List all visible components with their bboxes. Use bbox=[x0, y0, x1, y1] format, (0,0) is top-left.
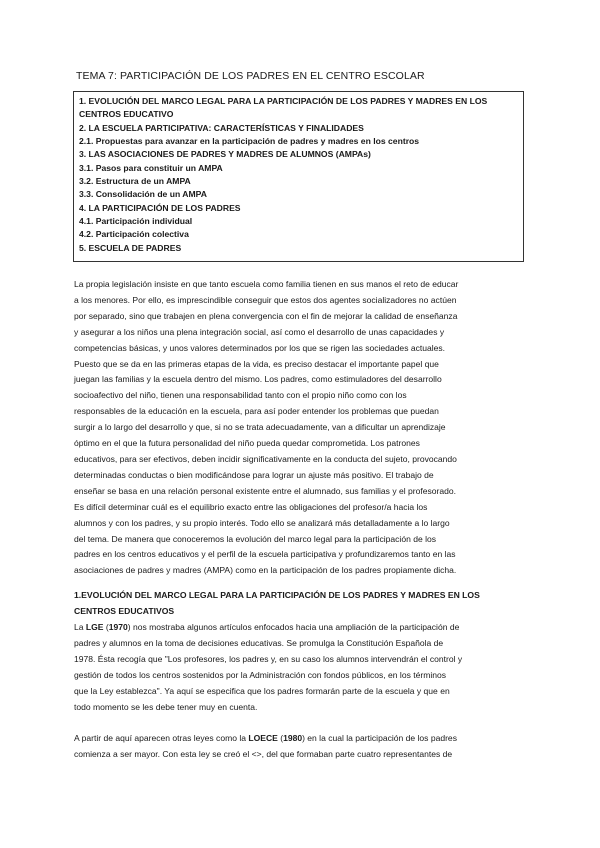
paragraph-line: alumnos y con los padres, y su propio interés. Todo ello se analizará más detalladamente a lo largo bbox=[74, 517, 450, 528]
toc-item: 4.1. Participación individual bbox=[79, 216, 193, 227]
toc-item: 3.2. Estructura de un AMPA bbox=[79, 176, 191, 187]
paragraph-line: responsables de la educación en la escuela, para así poder entender los problemas que puedan bbox=[74, 406, 439, 417]
heading-line: CENTROS EDUCATIVOS bbox=[74, 605, 175, 616]
paragraph-line: y asegurar a los niños una plena integración social, así como el desarrollo de unas capacidades y bbox=[74, 326, 445, 337]
paragraph-line: educativos, para ser efectivos, deben incidir significativamente en la conducta del sujeto, provocando bbox=[74, 453, 457, 464]
paragraph-line: Es difícil determinar cuál es el equilibrio exacto entre las obligaciones del profesor/a hacia los bbox=[74, 501, 428, 512]
intro-paragraph bbox=[74, 277, 528, 579]
toc-item: 1. EVOLUCIÓN DEL MARCO LEGAL PARA LA PARTICIPACIÓN DE LOS PADRES Y MADRES EN LOS CENTROS EDUCATIVO bbox=[79, 96, 488, 120]
paragraph-line: competencias básicas, y unos valores determinados por los que se rigen las sociedades actuales. bbox=[74, 342, 446, 353]
table-of-contents bbox=[73, 91, 524, 262]
toc-item: 2.1. Propuestas para avanzar en la participación de padres y madres en los centros bbox=[79, 136, 420, 147]
section-1-paragraph-1 bbox=[74, 620, 528, 715]
paragraph-line: juegan las familias y la escuela dentro del mismo. Los padres, como estimuladores del desarrollo bbox=[74, 374, 442, 385]
paragraph-line: enseñar se basa en una relación personal existente entre el alumnado, sus familias y el profesorado. bbox=[74, 485, 456, 496]
paragraph-line: La LGE (1970) nos mostraba algunos artículos enfocados hacia una ampliación de la participación de bbox=[74, 622, 460, 632]
toc-item: 3.3. Consolidación de un AMPA bbox=[79, 189, 207, 200]
law-year-1980: 1980 bbox=[283, 733, 303, 743]
section-1-paragraph-2 bbox=[74, 731, 528, 763]
paragraph-line: todo momento se les debe tener muy en cuenta. bbox=[74, 701, 258, 712]
toc-item: 2. LA ESCUELA PARTICIPATIVA: CARACTERÍSTICAS Y FINALIDADES bbox=[79, 122, 364, 133]
paragraph-line: socioafectivo del niño, tienen una responsabilidad tanto con el propio niño como con los bbox=[74, 390, 407, 401]
paragraph-line: gestión de todos los centros sostenidos por la Administración con fondos públicos, en los términos bbox=[74, 669, 446, 680]
paragraph-line: determinadas conductas o bien modificándose para lograr un ajuste más positivo. El trabajo de bbox=[74, 469, 434, 480]
paragraph-line: que la Ley establezca". Ya aquí se especifica que los padres formarán parte de la escuela y que en bbox=[74, 685, 450, 696]
paragraph-line: A partir de aquí aparecen otras leyes como la LOECE (1980) en la cual la participación de los padres bbox=[74, 733, 457, 743]
page-title: TEMA 7: PARTICIPACIÓN DE LOS PADRES EN EL CENTRO ESCOLAR bbox=[76, 70, 425, 82]
toc-item: 4.2. Participación colectiva bbox=[79, 229, 189, 240]
paragraph-line: surgir a lo largo del desarrollo y que, si no se trata adecuadamente, van a dificultar un aprendizaje bbox=[74, 422, 446, 433]
toc-item: 3. LAS ASOCIACIONES DE PADRES Y MADRES DE ALUMNOS (AMPAs) bbox=[79, 149, 371, 160]
paragraph-line: padres en los centros educativos y el perfil de la escuela participativa y profundizaremos tanto en las bbox=[74, 549, 456, 560]
paragraph-line: La propia legislación insiste en que tanto escuela como familia tienen en sus manos el reto de educar bbox=[74, 279, 459, 289]
paragraph-line: padres y alumnos en la toma de decisiones educativas. Se promulga la Constitución Española de bbox=[74, 637, 444, 648]
paragraph-line: a los menores. Por ello, es imprescindible conseguir que estos dos agentes socializadores no actúen bbox=[74, 294, 457, 305]
paragraph-line: asociaciones de padres y madres (AMPA) como en la participación de los padres propiamente dicha. bbox=[74, 565, 457, 576]
paragraph-line: Puesto que se da en las primeras etapas de la vida, es preciso destacar el importante papel que bbox=[74, 358, 439, 369]
heading-line: 1.EVOLUCIÓN DEL MARCO LEGAL PARA LA PARTICIPACIÓN DE LOS PADRES Y MADRES EN LOS bbox=[74, 590, 480, 600]
paragraph-line: comienza a ser mayor. Con esta ley se creó el <>, del que formaban parte cuatro representantes de bbox=[74, 748, 453, 759]
law-loece: LOECE bbox=[248, 733, 278, 743]
toc-item: 4. LA PARTICIPACIÓN DE LOS PADRES bbox=[79, 202, 241, 213]
toc-item: 5. ESCUELA DE PADRES bbox=[79, 242, 182, 253]
paragraph-line: del tema. De manera que conoceremos la evolución del marco legal para la participación de los bbox=[74, 533, 437, 544]
section-1-heading bbox=[74, 588, 528, 620]
paragraph-line: 1978. Ésta recogía que "Los profesores, los padres y, en su caso los alumnos intervendrán el control y bbox=[74, 653, 463, 664]
toc-item: 3.1. Pasos para constituir un AMPA bbox=[79, 162, 223, 173]
law-lge: LGE bbox=[85, 622, 104, 632]
paragraph-line: óptimo en el que la futura personalidad del niño pueda quedar comprometida. Los patrones bbox=[74, 438, 420, 449]
paragraph-line: por separado, sino que trabajen en plena convergencia con el fin de mejorar la calidad de enseñanza bbox=[74, 310, 458, 321]
law-year-1970: 1970 bbox=[108, 622, 128, 632]
